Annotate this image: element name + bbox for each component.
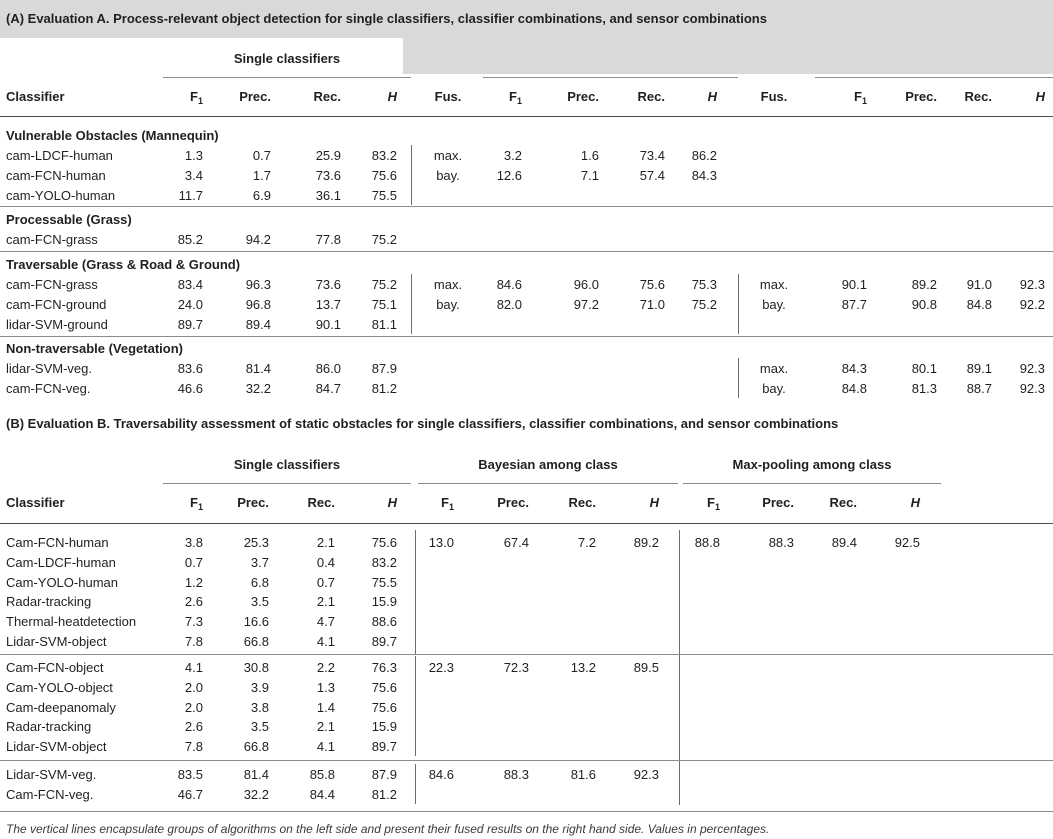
eval-a-fusion-class-value: 7.1: [580, 168, 599, 183]
f1-subscript: 1: [448, 502, 454, 512]
eval-a-single-value: 32.2: [245, 381, 271, 396]
eval-a-single-value: 81.1: [371, 317, 397, 332]
eval-a-fusion-sensors-method: max.: [759, 277, 789, 292]
eval-b-single-value: 2.1: [316, 535, 335, 550]
eval-a-section-rule: [0, 206, 1053, 207]
eval-a-single-value: 75.5: [371, 188, 397, 203]
f1-subscript: 1: [516, 96, 522, 106]
eval-a-bracket-vegetation-sensors: [738, 358, 739, 398]
eval-b-bayes-value: 13.2: [570, 660, 596, 675]
eval-a-single-value: 25.9: [315, 148, 341, 163]
eval-a-single-value: 84.7: [315, 381, 341, 396]
eval-a-fusion-sensors-method: max.: [759, 361, 789, 376]
eval-b-bracket-bayes: [415, 530, 416, 654]
eval-a-col-classifier: Classifier: [6, 89, 65, 104]
eval-a-single-value: 75.6: [371, 168, 397, 183]
eval-a-fusion-class-method: bay.: [436, 297, 460, 312]
eval-b-classifier-name: Cam-FCN-human: [6, 535, 109, 550]
eval-b-single-value: 0.4: [316, 555, 335, 570]
eval-a-fusion-sensors-value: 90.8: [911, 297, 937, 312]
eval-a-fusion-class-value: 12.6: [496, 168, 522, 183]
eval-a-single-value: 73.6: [315, 277, 341, 292]
eval-a-single-value: 13.7: [315, 297, 341, 312]
eval-b-single-value: 2.1: [316, 594, 335, 609]
eval-b-group-rule-single: [163, 483, 411, 484]
table-footnote: The vertical lines encapsulate groups of algorithms on the left side and present their fused results on the right hand side. Values in percentages.: [6, 822, 770, 836]
eval-b-single-value: 32.2: [243, 787, 269, 802]
eval-a-col-h-class: H: [707, 89, 717, 104]
eval-b-classifier-name: Cam-YOLO-human: [6, 575, 118, 590]
eval-b-single-value: 7.8: [184, 634, 203, 649]
eval-a-single-value: 89.7: [177, 317, 203, 332]
eval-a-single-value: 83.2: [371, 148, 397, 163]
eval-b-col-prec-bayes: Prec.: [497, 495, 529, 510]
eval-a-title: (A) Evaluation A. Process-relevant object detection for single classifiers, classifier combinations, and sensor combinations: [6, 11, 767, 26]
eval-b-single-value: 25.3: [243, 535, 269, 550]
eval-a-bracket-traversable-sensors: [738, 274, 739, 334]
eval-a-single-value: 90.1: [315, 317, 341, 332]
eval-a-section-title: Vulnerable Obstacles (Mannequin): [6, 128, 219, 143]
eval-a-fusion-class-value: 97.2: [573, 297, 599, 312]
f1-subscript: 1: [861, 96, 867, 106]
eval-b-single-value: 7.8: [184, 739, 203, 754]
eval-a-section-title: Traversable (Grass & Road & Ground): [6, 257, 241, 272]
eval-b-single-value: 4.7: [316, 614, 335, 629]
eval-b-single-value: 87.9: [371, 767, 397, 782]
eval-b-single-value: 30.8: [243, 660, 269, 675]
eval-a-single-value: 94.2: [245, 232, 271, 247]
eval-a-fusion-sensors-value: 81.3: [911, 381, 937, 396]
eval-a-col-rec-class: Rec.: [637, 89, 665, 104]
eval-a-single-value: 85.2: [177, 232, 203, 247]
eval-b-classifier-name: Radar-tracking: [6, 594, 92, 609]
eval-b-group-single: Single classifiers: [233, 457, 341, 472]
eval-a-fusion-sensors-value: 84.8: [841, 381, 867, 396]
eval-b-single-value: 15.9: [371, 719, 397, 734]
eval-a-classifier-name: cam-FCN-veg.: [6, 381, 91, 396]
f1-letter: F: [190, 495, 198, 510]
eval-b-bayes-value: 88.3: [503, 767, 529, 782]
eval-b-classifier-name: Cam-deepanomaly: [6, 700, 116, 715]
eval-b-bottom-rule: [0, 811, 1053, 812]
eval-b-single-value: 85.8: [309, 767, 335, 782]
eval-b-classifier-name: Lidar-SVM-veg.: [6, 767, 97, 782]
eval-b-group-maxpool: Max-pooling among class: [732, 457, 892, 472]
f1-letter: F: [509, 89, 517, 104]
eval-b-col-rec-bayes: Rec.: [568, 495, 596, 510]
eval-b-single-value: 2.6: [184, 719, 203, 734]
eval-b-classifier-name: Cam-YOLO-object: [6, 680, 113, 695]
eval-b-bayes-value: 67.4: [503, 535, 529, 550]
eval-b-single-value: 66.8: [243, 739, 269, 754]
eval-b-single-value: 4.1: [184, 660, 203, 675]
eval-a-classifier-name: cam-LDCF-human: [6, 148, 113, 163]
eval-a-fusion-class-method: max.: [433, 277, 463, 292]
eval-b-single-value: 4.1: [316, 739, 335, 754]
eval-b-bayes-value: 72.3: [503, 660, 529, 675]
eval-b-classifier-name: Cam-FCN-object: [6, 660, 104, 675]
eval-a-single-value: 96.3: [245, 277, 271, 292]
eval-a-fusion-class-value: 71.0: [639, 297, 665, 312]
eval-a-fusion-class-value: 57.4: [639, 168, 665, 183]
eval-b-classifier-name: Lidar-SVM-object: [6, 739, 107, 754]
eval-a-single-value: 0.7: [252, 148, 271, 163]
eval-b-maxpool-value: 88.8: [694, 535, 720, 550]
eval-a-single-value: 1.7: [252, 168, 271, 183]
eval-b-col-prec-maxpool: Prec.: [762, 495, 794, 510]
eval-a-single-value: 24.0: [177, 297, 203, 312]
eval-a-section-title: Processable (Grass): [6, 212, 132, 227]
eval-b-single-value: 3.7: [250, 555, 269, 570]
eval-a-fusion-sensors-value: 84.8: [966, 297, 992, 312]
eval-b-single-value: 4.1: [316, 634, 335, 649]
eval-b-col-rec-single: Rec.: [307, 495, 335, 510]
eval-a-fusion-sensors-value: 89.1: [966, 361, 992, 376]
eval-b-classifier-name: Lidar-SVM-object: [6, 634, 107, 649]
eval-b-single-value: 46.7: [177, 787, 203, 802]
eval-a-col-fus-sensors: Fus.: [760, 89, 788, 104]
eval-a-header-rule: [0, 116, 1053, 117]
eval-b-single-value: 76.3: [371, 660, 397, 675]
eval-a-section-rule: [0, 336, 1053, 337]
f1-letter: F: [854, 89, 862, 104]
eval-b-bracket-bayes: [415, 764, 416, 804]
eval-a-bracket-vulnerable: [411, 145, 412, 205]
eval-a-col-fus-class: Fus.: [434, 89, 462, 104]
eval-b-maxpool-value: 92.5: [894, 535, 920, 550]
eval-b-bayes-value: 7.2: [577, 535, 596, 550]
eval-a-fusion-class-value: 75.6: [639, 277, 665, 292]
eval-a-single-value: 75.1: [371, 297, 397, 312]
f1-letter: F: [707, 495, 715, 510]
eval-b-single-value: 83.5: [177, 767, 203, 782]
eval-b-bayes-value: 84.6: [428, 767, 454, 782]
eval-b-single-value: 75.5: [371, 575, 397, 590]
eval-b-bracket-maxpool: [679, 530, 680, 805]
eval-a-single-value: 86.0: [315, 361, 341, 376]
eval-b-block-rule: [0, 654, 1053, 655]
eval-b-group-bayes: Bayesian among class: [478, 457, 618, 472]
eval-a-group-rule-fusion-sensors: [815, 77, 1053, 78]
eval-b-single-value: 89.7: [371, 634, 397, 649]
eval-b-single-value: 3.9: [250, 680, 269, 695]
eval-a-fusion-class-value: 1.6: [580, 148, 599, 163]
f1-subscript: 1: [197, 502, 203, 512]
eval-b-group-rule-bayes: [418, 483, 678, 484]
eval-b-classifier-name: Cam-LDCF-human: [6, 555, 116, 570]
eval-b-col-h-single: H: [387, 495, 397, 510]
eval-a-fusion-class-value: 86.2: [691, 148, 717, 163]
f1-column-header: [660, 495, 720, 511]
f1-subscript: 1: [714, 502, 720, 512]
f1-letter: F: [441, 495, 449, 510]
eval-b-single-value: 16.6: [243, 614, 269, 629]
eval-b-single-value: 75.6: [371, 700, 397, 715]
eval-b-single-value: 83.2: [371, 555, 397, 570]
eval-a-col-h: H: [387, 89, 397, 104]
eval-a-group-rule-fusion-class: [483, 77, 738, 78]
eval-a-single-value: 11.7: [178, 188, 203, 203]
eval-b-single-value: 84.4: [309, 787, 335, 802]
eval-b-single-value: 2.1: [316, 719, 335, 734]
eval-b-single-value: 15.9: [371, 594, 397, 609]
eval-b-single-value: 81.2: [371, 787, 397, 802]
eval-b-group-rule-maxpool: [683, 483, 941, 484]
eval-b-single-value: 2.6: [184, 594, 203, 609]
eval-a-single-value: 83.4: [177, 277, 203, 292]
eval-a-col-h-sensors: H: [1035, 89, 1045, 104]
eval-a-classifier-name: cam-FCN-grass: [6, 277, 98, 292]
eval-a-classifier-name: cam-FCN-human: [6, 168, 106, 183]
eval-a-single-value: 36.1: [315, 188, 341, 203]
eval-b-maxpool-value: 88.3: [768, 535, 794, 550]
eval-b-col-h-bayes: H: [649, 495, 659, 510]
eval-b-classifier-name: Thermal-heatdetection: [6, 614, 137, 629]
eval-b-single-value: 66.8: [243, 634, 269, 649]
eval-b-single-value: 7.3: [184, 614, 203, 629]
eval-a-fusion-sensors-value: 90.1: [841, 277, 867, 292]
eval-a-fusion-class-value: 82.0: [496, 297, 522, 312]
eval-a-classifier-name: cam-FCN-ground: [6, 297, 107, 312]
eval-b-maxpool-value: 89.4: [831, 535, 857, 550]
eval-a-col-prec-sensors: Prec.: [905, 89, 937, 104]
eval-b-single-value: 2.0: [184, 700, 203, 715]
eval-a-single-value: 3.4: [184, 168, 203, 183]
eval-a-single-value: 81.4: [245, 361, 271, 376]
eval-a-single-value: 73.6: [315, 168, 341, 183]
eval-a-fusion-sensors-method: bay.: [762, 381, 786, 396]
eval-b-single-value: 2.2: [316, 660, 335, 675]
f1-column-header: [394, 495, 454, 511]
eval-a-section-rule: [0, 251, 1053, 252]
eval-b-title: (B) Evaluation B. Traversability assessment of static obstacles for single classifiers, classifier combinations, and sensor combinations: [6, 416, 839, 431]
eval-b-bracket-bayes: [415, 656, 416, 756]
eval-a-fusion-sensors-value: 91.0: [966, 277, 992, 292]
eval-b-single-value: 0.7: [184, 555, 203, 570]
eval-a-group-single: Single classifiers: [233, 51, 341, 66]
eval-b-block-rule: [0, 760, 1053, 761]
eval-b-single-value: 0.7: [316, 575, 335, 590]
eval-b-col-prec-single: Prec.: [237, 495, 269, 510]
eval-a-fusion-class-value: 3.2: [503, 148, 522, 163]
eval-b-single-value: 3.5: [250, 719, 269, 734]
eval-a-single-value: 83.6: [177, 361, 203, 376]
eval-a-bracket-traversable-class: [411, 274, 412, 334]
eval-a-single-value: 75.2: [371, 232, 397, 247]
eval-a-fusion-class-value: 96.0: [573, 277, 599, 292]
eval-b-bayes-value: 89.5: [633, 660, 659, 675]
eval-b-single-value: 6.8: [250, 575, 269, 590]
eval-b-bayes-value: 13.0: [428, 535, 454, 550]
eval-a-fusion-sensors-value: 87.7: [841, 297, 867, 312]
eval-a-fusion-class-method: bay.: [436, 168, 460, 183]
f1-column-header: [143, 89, 203, 105]
eval-a-classifier-name: cam-FCN-grass: [6, 232, 98, 247]
eval-a-fusion-class-value: 84.3: [691, 168, 717, 183]
f1-column-header: [143, 495, 203, 511]
eval-a-single-value: 87.9: [371, 361, 397, 376]
f1-column-header: [462, 89, 522, 105]
eval-b-col-rec-maxpool: Rec.: [829, 495, 857, 510]
eval-b-header-rule: [0, 523, 1053, 524]
eval-b-single-value: 2.0: [184, 680, 203, 695]
eval-a-single-value: 89.4: [245, 317, 271, 332]
eval-b-single-value: 75.6: [371, 535, 397, 550]
eval-a-col-prec: Prec.: [239, 89, 271, 104]
eval-b-single-value: 81.4: [243, 767, 269, 782]
eval-b-single-value: 89.7: [371, 739, 397, 754]
f1-column-header: [807, 89, 867, 105]
eval-a-fusion-sensors-value: 92.3: [1019, 361, 1045, 376]
eval-b-single-value: 88.6: [371, 614, 397, 629]
eval-a-fusion-class-value: 73.4: [639, 148, 665, 163]
eval-b-single-value: 1.4: [316, 700, 335, 715]
eval-a-section-title: Non-traversable (Vegetation): [6, 341, 183, 356]
eval-a-fusion-sensors-method: bay.: [762, 297, 786, 312]
eval-a-fusion-class-method: max.: [433, 148, 463, 163]
eval-a-single-value: 77.8: [315, 232, 341, 247]
eval-a-single-value: 96.8: [245, 297, 271, 312]
eval-b-single-value: 75.6: [371, 680, 397, 695]
eval-a-fusion-sensors-value: 92.2: [1019, 297, 1045, 312]
eval-b-bayes-value: 89.2: [633, 535, 659, 550]
eval-a-col-rec-sensors: Rec.: [964, 89, 992, 104]
eval-a-fusion-class-value: 75.3: [691, 277, 717, 292]
f1-subscript: 1: [197, 96, 203, 106]
eval-a-fusion-sensors-value: 84.3: [841, 361, 867, 376]
eval-b-single-value: 1.2: [184, 575, 203, 590]
eval-a-single-value: 75.2: [371, 277, 397, 292]
eval-b-single-value: 3.8: [250, 700, 269, 715]
f1-letter: F: [190, 89, 198, 104]
eval-a-fusion-sensors-value: 80.1: [911, 361, 937, 376]
eval-b-col-classifier: Classifier: [6, 495, 65, 510]
eval-a-fusion-class-value: 75.2: [691, 297, 717, 312]
eval-a-single-value: 6.9: [252, 188, 271, 203]
eval-a-fusion-sensors-value: 92.3: [1019, 277, 1045, 292]
eval-a-classifier-name: lidar-SVM-ground: [6, 317, 108, 332]
eval-a-col-prec-class: Prec.: [567, 89, 599, 104]
eval-b-col-h-maxpool: H: [910, 495, 920, 510]
eval-b-classifier-name: Cam-FCN-veg.: [6, 787, 94, 802]
eval-a-classifier-name: cam-YOLO-human: [6, 188, 116, 203]
eval-a-group-rule-single: [163, 77, 411, 78]
eval-a-fusion-sensors-value: 89.2: [911, 277, 937, 292]
eval-b-single-value: 3.5: [250, 594, 269, 609]
eval-b-single-value: 1.3: [316, 680, 335, 695]
eval-a-single-value: 1.3: [184, 148, 203, 163]
eval-a-fusion-class-value: 84.6: [496, 277, 522, 292]
eval-a-fusion-sensors-value: 88.7: [966, 381, 992, 396]
eval-b-single-value: 3.8: [184, 535, 203, 550]
eval-b-title-band: [403, 37, 1053, 74]
eval-b-classifier-name: Radar-tracking: [6, 719, 92, 734]
eval-b-bayes-value: 22.3: [428, 660, 454, 675]
eval-a-fusion-sensors-value: 92.3: [1019, 381, 1045, 396]
eval-a-classifier-name: lidar-SVM-veg.: [6, 361, 92, 376]
eval-b-bayes-value: 92.3: [633, 767, 659, 782]
eval-a-single-value: 46.6: [177, 381, 203, 396]
eval-a-single-value: 81.2: [371, 381, 397, 396]
eval-a-col-rec: Rec.: [313, 89, 341, 104]
eval-b-bayes-value: 81.6: [570, 767, 596, 782]
